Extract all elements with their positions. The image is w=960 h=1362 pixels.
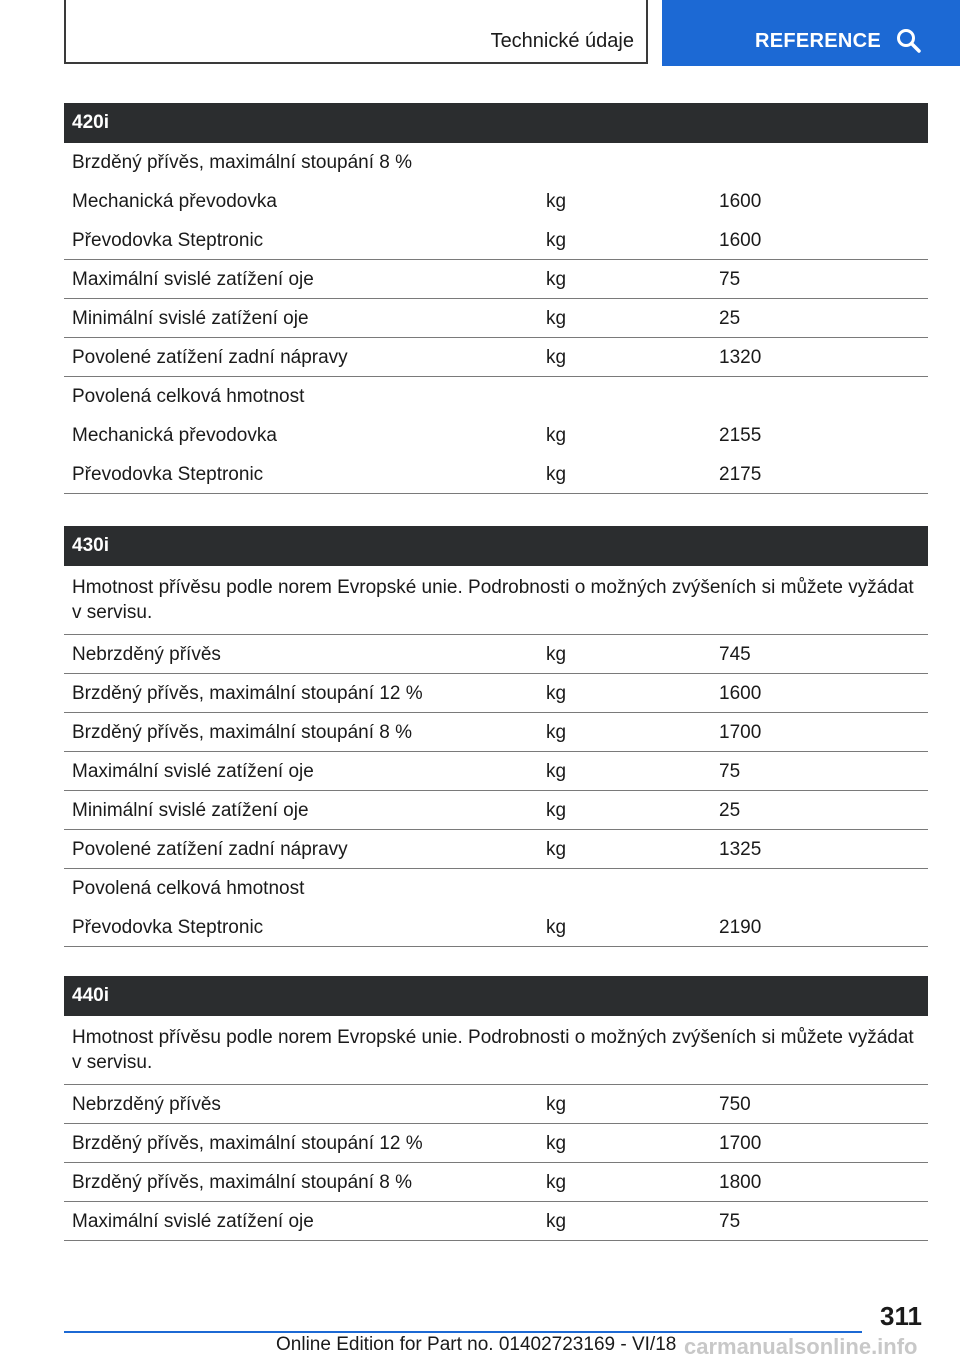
- row-label: Minimální svislé zatížení oje: [72, 308, 309, 329]
- row-label: Mechanická převodovka: [72, 191, 277, 212]
- row-value: 1600: [719, 230, 762, 251]
- row-unit: kg: [546, 308, 567, 329]
- spec-table-440i: [64, 976, 928, 1241]
- table-row: [64, 1124, 928, 1163]
- row-unit: kg: [546, 1172, 567, 1193]
- row-unit: kg: [546, 644, 567, 665]
- row-value: 2190: [719, 917, 762, 938]
- watermark: carmanualsonline.info: [684, 1334, 918, 1359]
- row-label: Brzděný přívěs, maximální stoupání 12 %: [72, 1133, 423, 1154]
- row-unit: kg: [546, 683, 567, 704]
- section-note: Hmotnost přívěsu podle norem Evropské unie. Podrobnosti o možných zvýšeních si můžete vyžádat v servisu.: [64, 1016, 928, 1085]
- table-row: [64, 635, 928, 674]
- row-unit: kg: [546, 464, 567, 485]
- row-value: 1320: [719, 347, 762, 368]
- row-label: Povolené zatížení zadní nápravy: [72, 347, 348, 368]
- row-value: 2175: [719, 464, 762, 485]
- row-value: 750: [719, 1094, 751, 1115]
- row-value: 1800: [719, 1172, 762, 1193]
- table-row: [64, 455, 928, 494]
- row-unit: kg: [546, 191, 567, 212]
- row-value: 1700: [719, 1133, 762, 1154]
- section-heading: 420i: [64, 103, 928, 143]
- page-number: 311: [880, 1301, 922, 1331]
- row-label: Povolená celková hmotnost: [72, 878, 305, 899]
- table-row: [64, 143, 928, 182]
- reference-button[interactable]: [662, 0, 960, 66]
- section-note: Hmotnost přívěsu podle norem Evropské unie. Podrobnosti o možných zvýšeních si můžete vyžádat v servisu.: [64, 566, 928, 635]
- table-row: [64, 869, 928, 908]
- section-heading: 430i: [64, 526, 928, 566]
- row-label: Převodovka Steptronic: [72, 230, 264, 251]
- table-row: [64, 416, 928, 455]
- row-value: 25: [719, 308, 741, 329]
- row-value: 75: [719, 761, 741, 782]
- row-value: 1700: [719, 722, 762, 743]
- table-row: [64, 674, 928, 713]
- table-row: [64, 182, 928, 221]
- footer-divider: [64, 1331, 862, 1333]
- row-value: 1325: [719, 839, 762, 860]
- table-row: [64, 221, 928, 260]
- row-unit: kg: [546, 1094, 567, 1115]
- table-row: [64, 377, 928, 416]
- row-unit: kg: [546, 269, 567, 290]
- table-row: [64, 299, 928, 338]
- row-label: Maximální svislé zatížení oje: [72, 269, 314, 290]
- row-unit: kg: [546, 917, 567, 938]
- row-value: 1600: [719, 683, 762, 704]
- row-unit: kg: [546, 425, 567, 446]
- row-value: 2155: [719, 425, 762, 446]
- table-row: [64, 1163, 928, 1202]
- table-row: [64, 1085, 928, 1124]
- row-value: 1600: [719, 191, 762, 212]
- row-unit: kg: [546, 1133, 567, 1154]
- row-label: Povolené zatížení zadní nápravy: [72, 839, 348, 860]
- row-label: Brzděný přívěs, maximální stoupání 8 %: [72, 152, 413, 173]
- row-unit: kg: [546, 722, 567, 743]
- row-value: 25: [719, 800, 741, 821]
- row-label: Povolená celková hmotnost: [72, 386, 305, 407]
- table-row: [64, 791, 928, 830]
- row-unit: kg: [546, 347, 567, 368]
- row-label: Brzděný přívěs, maximální stoupání 8 %: [72, 722, 413, 743]
- row-label: Nebrzděný přívěs: [72, 1094, 221, 1115]
- row-label: Minimální svislé zatížení oje: [72, 800, 309, 821]
- row-unit: kg: [546, 800, 567, 821]
- row-label: Převodovka Steptronic: [72, 464, 264, 485]
- section-title: Technické údaje: [490, 30, 634, 52]
- row-label: Brzděný přívěs, maximální stoupání 8 %: [72, 1172, 413, 1193]
- spec-table-420i: [64, 103, 928, 494]
- row-label: Mechanická převodovka: [72, 425, 277, 446]
- table-row: [64, 713, 928, 752]
- row-unit: kg: [546, 230, 567, 251]
- table-row: [64, 830, 928, 869]
- table-row: [64, 1202, 928, 1241]
- row-label: Převodovka Steptronic: [72, 917, 264, 938]
- row-unit: kg: [546, 761, 567, 782]
- row-unit: kg: [546, 1211, 567, 1232]
- row-value: 745: [719, 644, 751, 665]
- table-row: [64, 260, 928, 299]
- row-label: Brzděný přívěs, maximální stoupání 12 %: [72, 683, 423, 704]
- row-value: 75: [719, 269, 741, 290]
- row-value: 75: [719, 1211, 741, 1232]
- row-label: Maximální svislé zatížení oje: [72, 761, 314, 782]
- table-row: [64, 338, 928, 377]
- row-label: Nebrzděný přívěs: [72, 644, 221, 665]
- spec-table-430i: [64, 526, 928, 947]
- section-heading: 440i: [64, 976, 928, 1016]
- row-unit: kg: [546, 839, 567, 860]
- edition-text: Online Edition for Part no. 01402723169 - VI/18: [276, 1334, 677, 1355]
- table-row: [64, 908, 928, 947]
- reference-label: REFERENCE: [755, 30, 882, 52]
- header-tab-box: [64, 0, 648, 64]
- search-icon[interactable]: [896, 28, 922, 54]
- row-label: Maximální svislé zatížení oje: [72, 1211, 314, 1232]
- table-row: [64, 752, 928, 791]
